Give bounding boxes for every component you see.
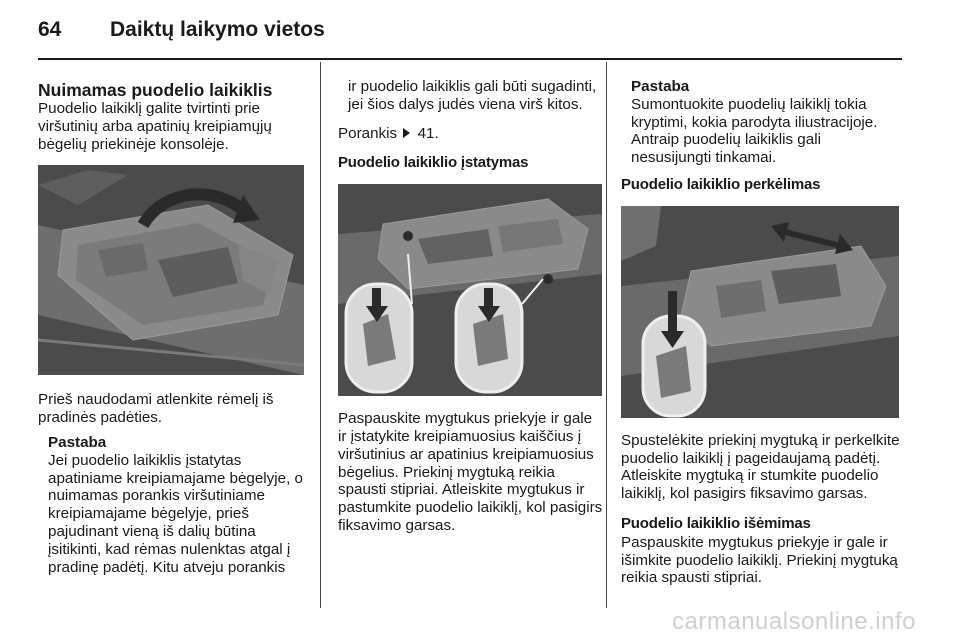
note-continuation [338, 78, 604, 114]
column-2 [338, 60, 604, 535]
move-instructions: Spustelėkite priekinį mygtuką ir perkelkite puodelio laikiklį į pageidaujamą padėtį. Atleiskite mygtuką ir stumkite puodelio laikiklį, kol pasigirs fiksavimo garsas. [621, 431, 900, 503]
arrow-reference-icon [403, 128, 410, 138]
note-title: Pastaba [48, 433, 107, 451]
note-block [38, 434, 306, 576]
intro-paragraph: Puodelio laikiklį galite tvirtinti prie viršutinių arba apatinių kreipiamųjų bėgelių priekinėje konsolėje. [38, 100, 272, 153]
page-number: 64 [38, 18, 62, 41]
note-continuation-text: ir puodelio laikiklis gali būti sugadinti, jei šios dalys judės viena virš kitos. [348, 78, 597, 113]
reference-label: Porankis [338, 124, 398, 142]
reference-page: 41. [417, 124, 439, 142]
note-body: Jei puodelio laikiklis įstatytas apatiniame kreipiamajame bėgelyje, o nuimamas porankis viršutiniame kreipiamajame bėgelyje, prieš pajudinant vieną iš dalių būtina įsitikinti, kad rėmas nulenktas atgal į pradinę padėtį. Kitu atveju porankis [48, 451, 303, 576]
note-body-2: Sumontuokite puodelių laikiklį tokia kryptimi, kokia parodyta iliustracijoje. Antraip puodelių laikiklis gali nesusijungti tinkamai. [631, 95, 878, 167]
subheading-move: Puodelio laikiklio perkėlimas [621, 175, 821, 193]
note-block-2 [621, 78, 903, 167]
watermark: carmanualsonline.info [672, 608, 916, 635]
note-title-2: Pastaba [631, 78, 690, 95]
column-1 [38, 60, 306, 576]
page-title: Daiktų laikymo vietos [110, 18, 325, 41]
insert-instructions: Paspauskite mygtukus priekyje ir gale ir įstatykite kreipiamuosius kaiščius į viršutinius ar apatinius kreipiamuosius bėgelius. Priekinį mygtuką reikia spausti stipriai. Atleiskite mygtukus ir pastumkite puodelio laikiklį, kol pasigirs fiksavimo garsas. [338, 410, 603, 534]
illustration-cup-holder-flip [38, 165, 304, 375]
subheading-insert: Puodelio laikiklio įstatymas [338, 154, 529, 172]
illustration-cup-holder-move [621, 206, 899, 418]
column-divider-1 [320, 62, 321, 608]
column-divider-2 [606, 62, 607, 608]
cross-reference [338, 125, 604, 143]
page-header [38, 18, 325, 42]
section-heading: Nuimamas puodelio laikiklis [38, 80, 273, 100]
remove-instructions: Paspauskite mygtukus priekyje ir gale ir išimkite puodelio laikiklį. Priekinį mygtuką reikia spausti stipriai. [621, 533, 898, 587]
column-3 [621, 60, 903, 587]
subheading-remove: Puodelio laikiklio išėmimas [621, 514, 811, 532]
paragraph-before-use: Prieš naudodami atlenkite rėmelį iš pradinės padėties. [38, 391, 274, 427]
illustration-cup-holder-insert [338, 184, 602, 396]
